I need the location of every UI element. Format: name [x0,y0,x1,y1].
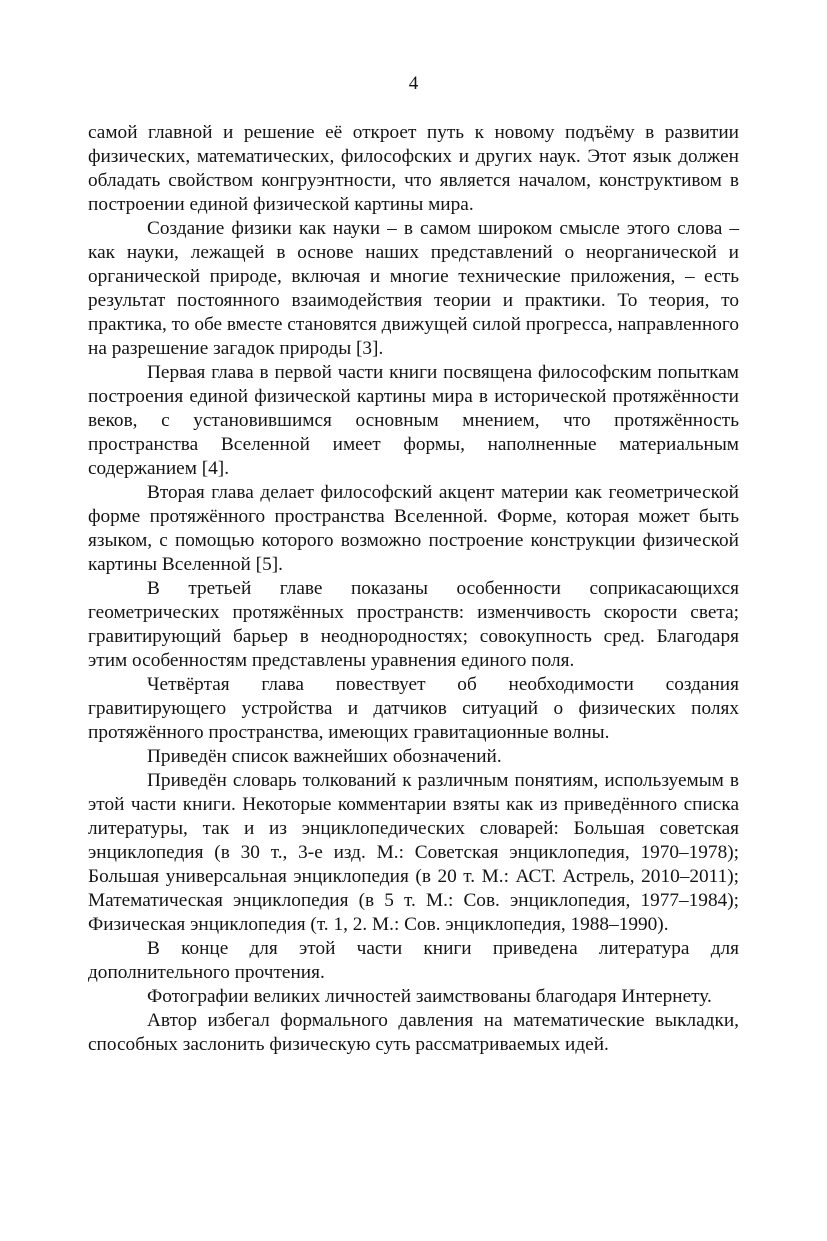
paragraph-chapter-two: Вторая глава делает философский акцент материи как геометрической форме протяжённого пространства Вселенной. Форме, которая может быть языком, с помощью которого возможно построение конструкции физической картины Вселенной [5]. [88,482,739,575]
paragraph-author-note: Автор избегал формального давления на математические выкладки, способных заслонить физическую суть рассматриваемых идей. [88,1010,739,1055]
paragraph-glossary: Приведён словарь толкований к различным понятиям, используемым в этой части книги. Некоторые комментарии взяты как из приведённого списка литературы, так и из энциклопедических словарей: Большая советская энциклопедия (в 30 т., 3-е изд. М.: Советская энциклопедия, 1970–1978); Большая универсальная энциклопедия (в 20 т. М.: АСТ. Астрель, 2010–2011); Математическая энциклопедия (в 5 т. М.: Сов. энциклопедия, 1977–1984); Физическая энциклопедия (т. 1, 2. М.: Сов. энциклопедия, 1988–1990). [88,770,739,935]
paragraph-chapter-one: Первая глава в первой части книги посвящена философским попыткам построения единой физической картины мира в исторической протяжённости веков, с установившимся основным мнением, что протяжённость пространства Вселенной имеет формы, наполненные материальным содержанием [4]. [88,362,739,479]
paragraph-photographs: Фотографии великих личностей заимствованы благодаря Интернету. [147,986,712,1007]
paragraph-chapter-three: В третьей главе показаны особенности соприкасающихся геометрических протяжённых пространств: изменчивость скорости света; гравитирующий барьер в неоднородностях; совокупность сред. Благодаря этим особенностям представлены уравнения единого поля. [88,578,739,671]
paragraph-further-reading: В конце для этой части книги приведена литература для дополнительного прочтения. [88,938,739,983]
page-number: 4 [408,73,419,94]
paragraph-physics-creation: Создание физики как науки – в самом широком смысле этого слова – как науки, лежащей в основе наших представлений о неорганической и органической природе, включая и многие технические приложения, – есть результат постоянного взаимодействия теории и практики. То теория, то практика, то обе вместе становятся движущей силой прогресса, направленного на разрешение загадок природы [3]. [88,218,739,359]
body-text [88,121,739,1057]
paragraph-chapter-four: Четвёртая глава повествует об необходимости создания гравитирующего устройства и датчиков ситуаций о физических полях протяжённого пространства, имеющих гравитационные волны. [88,674,739,743]
paragraph-continuation: самой главной и решение её откроет путь к новому подъёму в развитии физических, математических, философских и других наук. Этот язык должен обладать свойством конгруэнтности, что является началом, конструктивом в построении единой физической картины мира. [88,122,739,215]
paragraph-notation-list: Приведён список важнейших обозначений. [147,746,502,767]
